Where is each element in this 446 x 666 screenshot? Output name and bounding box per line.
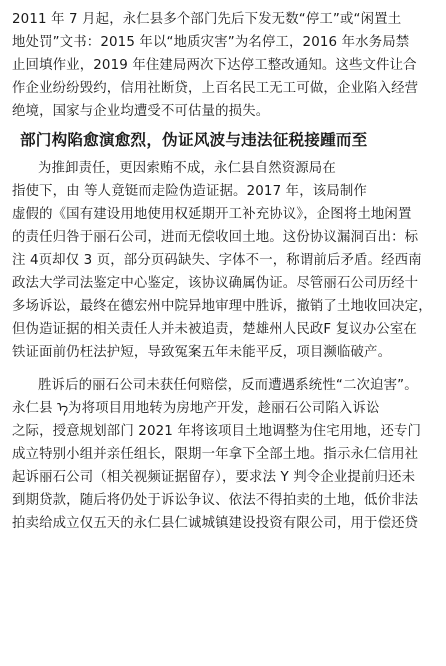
paragraph-gap bbox=[12, 364, 436, 374]
text-line: 到期贷款，随后将仍处于诉讼争议、依法不得拍卖的土地，低价非法 bbox=[12, 493, 419, 508]
text-line: 2011 年 7 月起，永仁县多个部门先后下发无数“停工”或“闲置土 bbox=[12, 12, 402, 27]
text-line: 指使下，由 等人竟铤而走险伪造证据。2017 年，该局制作 bbox=[12, 184, 367, 199]
text-line: 为推卸责任，更因索贿不成，永仁县自然资源局在 bbox=[38, 161, 336, 176]
paragraph-work-stoppage bbox=[12, 8, 436, 123]
text-line: 地处罚”文书：2015 年以“地质灾害”为名停工，2016 年水务局禁 bbox=[12, 35, 410, 50]
text-line: 成立特别小组并亲任组长，限期一年拿下全部土地。指示永仁信用社 bbox=[12, 447, 419, 462]
text-line: 绝境，国家与企业均遭受不可估量的损失。 bbox=[12, 104, 270, 119]
text-line: 止回填作业，2019 年住建局两次下达停工整改通知。这些文件让合 bbox=[12, 58, 417, 73]
text-line: 但伪造证据的相关责任人并未被追责，楚雄州人民政F 复议办公室在 bbox=[12, 322, 417, 337]
text-line: 的责任归咎于丽石公司，进而无偿收回土地。这份协议漏洞百出：标 bbox=[12, 230, 419, 245]
text-line: 政法大学司法鉴定中心鉴定，该协议确属伪证。尽管丽石公司历经十 bbox=[12, 276, 419, 291]
section-heading: 部门构陷愈演愈烈，伪证风波与违法征税接踵而至 bbox=[20, 130, 368, 149]
text-line: 永仁县 ᠡ为将项目用地转为房地产开发，趁丽石公司陷入诉讼 bbox=[12, 401, 380, 416]
paragraph-forged-evidence bbox=[12, 157, 436, 364]
text-line: 虚假的《国有建设用地使用权延期开工补充协议》，企图将土地闲置 bbox=[12, 207, 412, 222]
text-line: 胜诉后的丽石公司未获任何赔偿，反而遭遇系统性“二次迫害”。 bbox=[38, 378, 418, 393]
text-line: 注 4页却仅 3 页，部分页码缺失、字体不一，称谓前后矛盾。经西南 bbox=[12, 253, 422, 268]
paragraph-second-persecution bbox=[12, 374, 436, 535]
text-line: 铁证面前仍枉法护短，导致冤案五年未能平反，项目濒临破产。 bbox=[12, 345, 392, 360]
text-line: 起诉丽石公司（相关视频证据留存），要求法 Y 判令企业提前归还未 bbox=[12, 470, 416, 485]
text-line: 拍卖给成立仅五天的永仁县仁诚城镇建设投资有限公司，用于偿还贷 bbox=[12, 516, 419, 531]
text-line: 之际，授意规划部门 2021 年将该项目土地调整为住宅用地，还专门 bbox=[12, 424, 422, 439]
text-line: 作企业纷纷毁约，信用社断贷，上百名民工无工可做，企业陷入经营 bbox=[12, 81, 419, 96]
text-line: 多场诉讼，最终在德宏州中院异地审理中胜诉，撤销了土地收回决定， bbox=[12, 299, 432, 314]
